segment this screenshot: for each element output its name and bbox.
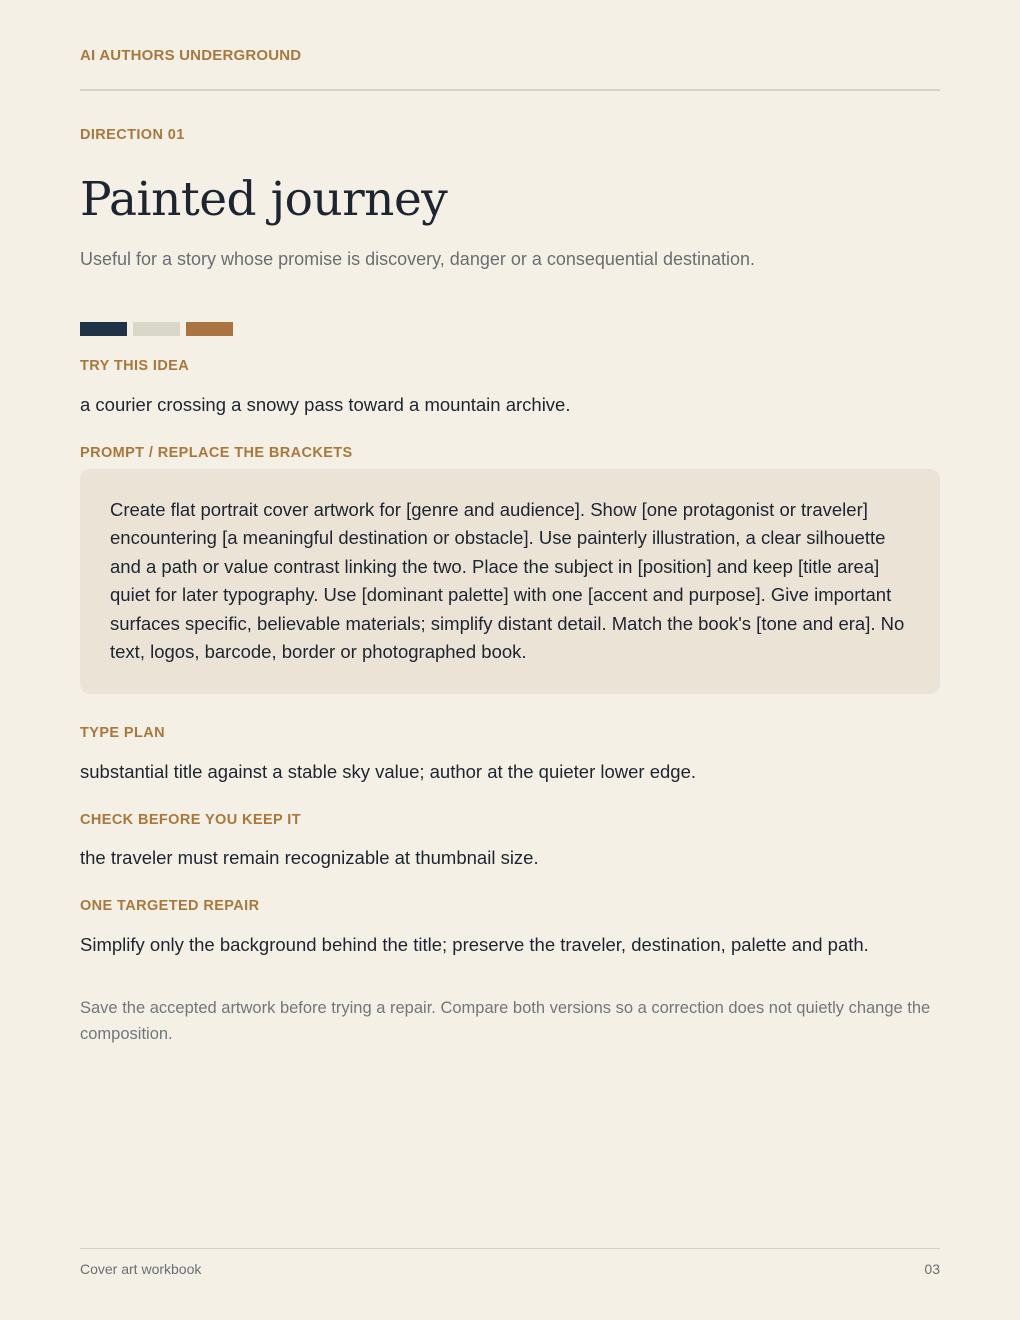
header-divider [80, 89, 940, 91]
page-title: Painted journey [80, 172, 448, 227]
type-plan-label: TYPE PLAN [80, 725, 165, 741]
page-number: 03 [924, 1261, 940, 1277]
prompt-text: Create flat portrait cover artwork for [genre and audience]. Show [one protagonist or traveler] encountering [a meaningful destination or obstacle]. Use painterly illustration, a clear silhouette and a path or value contrast linking the two. Place the subject in [position] and keep [title area] quiet for later typography. Use [dominant palette] with one [accent and purpose]. Give important surfaces specific, believable materials; simplify distant detail. Match the book's [tone and era]. No text, logos, barcode, border or photographed book. [110, 499, 905, 663]
save-note: Save the accepted artwork before trying a repair. Compare both versions so a correction does not quietly change the composition. [80, 999, 931, 1043]
footer-title: Cover art workbook [80, 1261, 202, 1277]
prompt-label: PROMPT / REPLACE THE BRACKETS [80, 445, 353, 461]
idea-label: TRY THIS IDEA [80, 358, 190, 374]
prompt-box [80, 469, 940, 694]
palette-swatch-ochre [186, 322, 233, 336]
idea-text: a courier crossing a snowy pass toward a mountain archive. [80, 394, 571, 415]
check-label: CHECK BEFORE YOU KEEP IT [80, 812, 301, 828]
footer-divider [80, 1248, 940, 1249]
palette-swatches [80, 322, 233, 336]
workbook-page [80, 0, 940, 1320]
brand-label: AI AUTHORS UNDERGROUND [80, 47, 302, 64]
repair-text: Simplify only the background behind the title; preserve the traveler, destination, palette and path. [80, 934, 869, 955]
repair-label: ONE TARGETED REPAIR [80, 898, 260, 914]
palette-swatch-stone [133, 322, 180, 336]
direction-kicker: DIRECTION 01 [80, 127, 185, 143]
page-subtitle: Useful for a story whose promise is discovery, danger or a consequential destination. [80, 249, 756, 269]
palette-swatch-navy [80, 322, 127, 336]
check-text: the traveler must remain recognizable at thumbnail size. [80, 847, 539, 868]
type-plan-text: substantial title against a stable sky value; author at the quieter lower edge. [80, 761, 697, 782]
